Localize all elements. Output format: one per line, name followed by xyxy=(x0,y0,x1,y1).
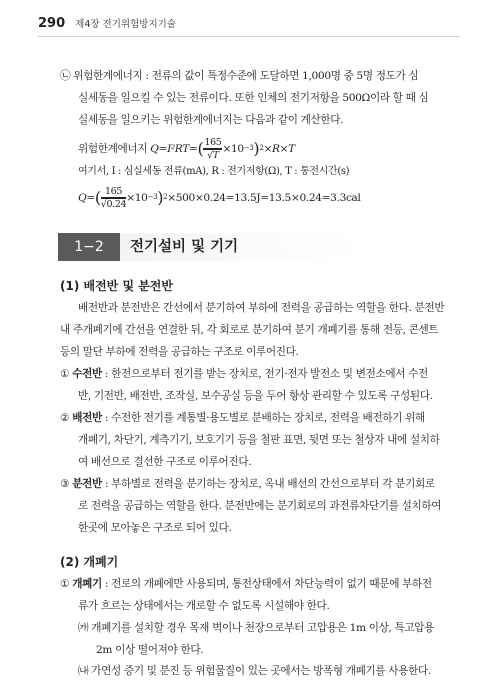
sub-item-explosion-proof xyxy=(78,662,431,680)
section-banner xyxy=(58,233,462,261)
item-text: : 한전으로부터 전기를 받는 장치로, 전기·전자 발전소 및 변전소에서 수전 xyxy=(101,368,428,380)
open-paren: ( xyxy=(94,188,101,207)
paragraph-line: 배전반과 분전반은 간선에서 분기하여 부하에 전력을 공급하는 역할을 한다. 분전반 xyxy=(78,302,445,314)
page-header xyxy=(38,16,176,32)
item-continuation: 한곳에 모아놓은 구조로 되어 있다. xyxy=(78,522,232,534)
multiplier: ×10 xyxy=(222,143,244,155)
intro-line-1: ㉡ 위험한계에너지 : 전류의 값이 특정수준에 도달하면 1,000명 중 5명 정도가 심 xyxy=(60,70,419,82)
list-item-distribution-panel xyxy=(60,408,425,429)
sub-text: 개폐기를 설치할 경우 목재 벽이나 천장으로부터 고압용은 1m 이상, 특고압용 xyxy=(91,622,435,634)
item-continuation: 류가 흐르는 상태에서는 개로할 수 없도록 시설해야 한다. xyxy=(78,600,330,612)
variable-definitions: 여기서, I : 심실세동 전류(mA), R : 전기저항(Ω), T : 통전시간(s) xyxy=(78,166,350,177)
exponent: −3 xyxy=(243,144,254,152)
list-item-branch-panel xyxy=(60,474,435,495)
page-number: 290 xyxy=(38,16,66,31)
paragraph-line: 등의 말단 부하에 전력을 공급하는 구조로 이루어진다. xyxy=(60,346,299,358)
close-paren: ) xyxy=(253,139,260,158)
sub-marker: ㈎ xyxy=(78,622,89,634)
sub-text: 가연성 증기 및 분진 등 위험물질이 있는 곳에서는 방폭형 개폐기를 사용한다. xyxy=(91,665,431,677)
sub-continuation: 2m 이상 떨어져야 한다. xyxy=(96,644,204,656)
square-exponent: 2 xyxy=(163,193,168,201)
header-divider xyxy=(38,36,460,37)
subsection-heading-switchboard: (1) 배전반 및 분전반 xyxy=(60,279,173,293)
formula2-lhs: Q= xyxy=(78,192,95,204)
section-number: 1−2 xyxy=(58,233,120,261)
item-text: : 수전한 전기를 계통별·용도별로 분배하는 장치로, 전력을 배전하기 위해 xyxy=(101,412,425,424)
square-exponent: 2 xyxy=(259,144,264,152)
item-text: : 전로의 개폐에만 사용되며, 통전상태에서 차단능력이 없기 때문에 부하전 xyxy=(101,578,432,590)
fraction xyxy=(101,186,126,210)
item-term: 분전반 xyxy=(72,478,102,490)
multiplier: ×10 xyxy=(126,192,148,204)
fraction-denominator: √T xyxy=(203,149,222,161)
item-term: 배전반 xyxy=(72,412,102,424)
intro-line-2: 실세동을 일으킬 수 있는 전류이다. 또한 인체의 전기저항을 500Ω이라 할 때 심 xyxy=(78,92,429,104)
formula-calculation xyxy=(78,180,361,216)
formula-prefix: 위험한계에너지 xyxy=(78,143,151,155)
sub-marker: ㈏ xyxy=(78,665,89,677)
item-term: 개폐기 xyxy=(72,578,102,590)
close-paren: ) xyxy=(157,188,164,207)
subsection-heading-switch: (2) 개폐기 xyxy=(60,555,119,569)
sub-item-installation xyxy=(78,618,434,639)
formula2-tail: ×500×0.24=13.5J=13.5×0.24=3.3cal xyxy=(167,192,361,204)
item-marker: ③ xyxy=(60,478,70,490)
paragraph-line: 내 주개폐기에 간선을 연결한 뒤, 각 회로로 분기하여 분기 개폐기를 통해 전등, 콘센트 xyxy=(60,324,439,336)
item-continuation: 여 배선으로 결선한 구조로 이루어진다. xyxy=(78,456,252,468)
item-term: 수전반 xyxy=(72,368,102,380)
chapter-title: 제4장 전기위험방지기술 xyxy=(75,19,176,30)
fraction-denominator: √0.24 xyxy=(100,199,127,210)
item-marker: ② xyxy=(60,412,70,424)
fraction-numerator: 165 xyxy=(204,137,222,148)
open-paren: ( xyxy=(197,139,204,158)
fraction xyxy=(203,137,222,161)
formula-tail: ×R×T xyxy=(263,143,295,155)
section-title: 전기설비 및 기기 xyxy=(130,239,239,255)
formula-lhs: Q=I²RT= xyxy=(150,143,198,155)
intro-line-3: 실세동을 일으키는 위험한계에너지는 다음과 같이 계산한다. xyxy=(78,114,344,126)
item-continuation: 로 전력을 공급하는 역할을 한다. 분전반에는 분기회로의 과전류차단기를 설치하여 xyxy=(78,500,442,512)
exponent: −3 xyxy=(147,193,158,201)
fraction-numerator: 165 xyxy=(101,186,126,198)
item-marker: ① xyxy=(60,368,70,380)
item-text: : 부하별로 전력을 분기하는 장치로, 옥내 배선의 간선으로부터 각 분기회로 xyxy=(101,478,435,490)
item-continuation: 반, 기전반, 배전반, 조작실, 보수공실 등을 두어 항상 관리할 수 있도록 구성된다. xyxy=(78,390,433,402)
list-item-switch xyxy=(60,574,432,595)
item-marker: ① xyxy=(60,578,70,590)
list-item-receiving-panel xyxy=(60,364,428,385)
item-continuation: 개폐기, 차단기, 계측기기, 보호기기 등을 철판 표면, 뒷면 또는 철상자 내에 설치하 xyxy=(78,434,440,446)
